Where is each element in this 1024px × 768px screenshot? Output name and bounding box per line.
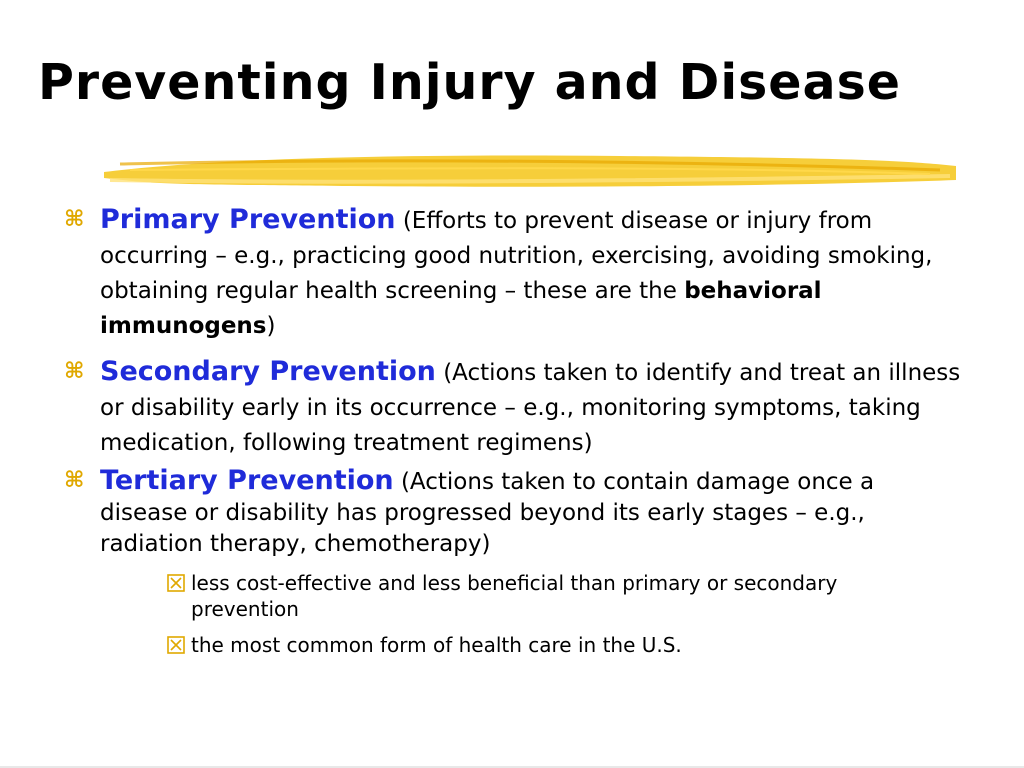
highlighter-stroke [100,150,960,194]
boxed-x-icon [167,636,185,654]
bullet-secondary-prevention [64,354,964,461]
bullet-heading: Primary Prevention [100,204,396,235]
bullet-text: (Efforts to prevent disease or injury from occurring – e.g., practicing good nutrition, exercising, avoiding smoking, obtaining regular health screening – these are the [100,208,933,304]
sub-bullet-text: less cost-effective and less beneficial than primary or secondary prevention [191,571,838,621]
bullet-tertiary-prevention [64,465,964,560]
bullet-heading: Secondary Prevention [100,356,436,387]
sub-bullet [167,570,931,622]
bullet-heading: Tertiary Prevention [100,465,394,496]
bullet-tail: ) [266,313,276,339]
bullet-text: (Actions taken to identify and treat an illness or disability early in its occurrence – e.g., monitoring symptoms, taking medication, following treatment regimens) [100,360,961,456]
bullet-bold-term: behavioral immunogens [100,278,822,339]
slide-title: Preventing Injury and Disease [38,54,901,111]
command-icon: ⌘ [64,359,85,384]
sub-bullet-text: the most common form of health care in the U.S. [191,633,682,657]
boxed-x-icon [167,574,185,592]
bullet-text: (Actions taken to contain damage once a disease or disability has progressed beyond its early stages – e.g., radiation therapy, chemotherapy) [100,469,875,557]
sub-bullet [167,632,931,658]
command-icon: ⌘ [64,207,85,232]
bullet-primary-prevention [64,202,964,344]
bullet-list [64,202,964,658]
command-icon: ⌘ [64,468,85,493]
